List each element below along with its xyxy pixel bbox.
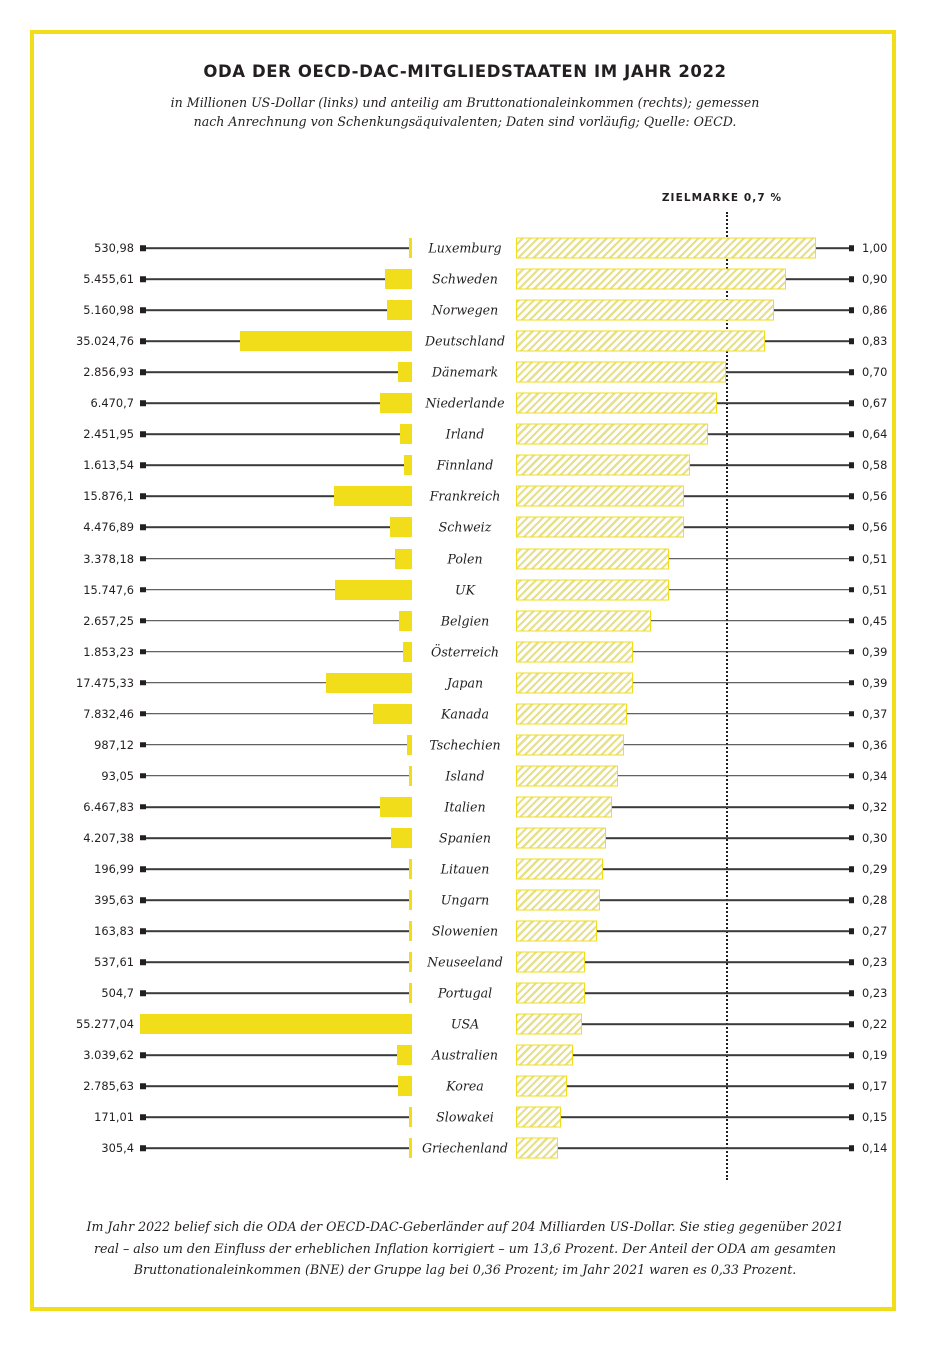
right-end-marker [849,618,855,624]
left-value-label: 395,63 [94,893,134,908]
right-share-bar [516,1014,582,1035]
right-share-bar [516,1107,561,1128]
left-value-label: 15.747,6 [83,582,134,597]
right-value-label: 0,64 [862,427,888,442]
right-end-marker [849,1022,855,1028]
page-subtitle: in Millionen US-Dollar (links) und anteilig am Bruttonationaleinkommen (rechts); gemessen nach Anrechnung von Schenkungsäquivalenten; Daten sind vorläufig; Quelle: OECD. [170,95,760,129]
right-value-label: 0,51 [862,582,888,597]
left-connector-line [142,868,412,870]
right-end-marker [849,525,855,531]
right-value-label: 0,51 [862,551,888,566]
left-end-marker [140,1115,146,1121]
left-value-bar [403,642,412,662]
right-end-marker [849,649,855,655]
country-label: Italien [444,799,486,815]
chart-row [0,791,930,822]
left-end-marker [140,276,146,282]
right-share-bar [516,486,684,507]
country-label: Island [445,768,485,784]
left-end-marker [140,990,146,996]
right-value-label: 1,00 [862,241,888,256]
country-label: Belgien [440,613,490,629]
right-share-bar [516,983,585,1004]
left-value-bar [409,921,412,941]
chart-row [0,450,930,481]
right-share-bar [516,517,684,538]
right-value-label: 0,14 [862,1141,888,1156]
left-value-bar [398,1076,412,1096]
right-share-bar [516,921,597,942]
chart-row [0,667,930,698]
right-share-bar [516,952,585,973]
left-connector-line [142,961,412,963]
left-value-label: 2.785,63 [83,1079,134,1094]
left-value-label: 55.277,04 [76,1017,134,1032]
chart-row [0,357,930,388]
left-end-marker [140,680,146,686]
left-value-bar [409,952,412,972]
right-end-marker [849,556,855,562]
left-value-bar [409,983,412,1003]
left-end-marker [140,401,146,407]
right-value-label: 0,36 [862,737,888,752]
left-end-marker [140,649,146,655]
left-end-marker [140,773,146,779]
right-share-bar [516,796,612,817]
right-value-label: 0,22 [862,1017,888,1032]
left-connector-line [142,278,412,280]
left-connector-line [142,837,412,839]
left-connector-line [142,527,412,529]
left-value-label: 17.475,33 [76,675,134,690]
right-value-label: 0,83 [862,334,888,349]
country-label: USA [450,1016,480,1032]
left-value-bar [326,673,412,693]
country-label: Slowenien [431,923,499,939]
left-end-marker [140,463,146,469]
left-value-bar [400,424,412,444]
chart-row [0,388,930,419]
right-end-marker [849,804,855,810]
left-value-bar [399,611,412,631]
left-connector-line [142,402,412,404]
right-value-label: 0,29 [862,862,888,877]
country-label: Litauen [440,861,490,877]
right-share-bar [516,393,717,414]
right-share-bar [516,827,606,848]
left-connector-line [142,775,412,777]
left-connector-line [142,465,412,467]
country-label: Japan [446,675,484,691]
left-end-marker [140,804,146,810]
left-value-bar [334,486,412,506]
left-end-marker [140,245,146,251]
left-value-bar [409,1138,412,1158]
right-value-label: 0,28 [862,893,888,908]
chart-row [0,419,930,450]
chart-row [0,1133,930,1164]
left-value-label: 2.856,93 [83,365,134,380]
chart-row [0,729,930,760]
left-value-label: 5.160,98 [83,303,134,318]
right-value-label: 0,90 [862,272,888,287]
left-connector-line [142,744,412,746]
left-end-marker [140,369,146,375]
left-value-bar [387,300,412,320]
left-value-bar [335,580,412,600]
country-label: Österreich [431,644,499,660]
left-connector-line [142,899,412,901]
right-share-bar [516,300,774,321]
left-value-label: 504,7 [101,986,134,1001]
right-value-label: 0,32 [862,799,888,814]
chart-row [0,698,930,729]
left-value-label: 1.853,23 [83,644,134,659]
chart-row [0,885,930,916]
country-label: Tschechien [429,737,501,753]
left-connector-line [142,247,412,249]
left-end-marker [140,338,146,344]
left-end-marker [140,525,146,531]
chart-row [0,854,930,885]
left-connector-line [142,371,412,373]
left-value-bar [380,797,412,817]
chart-row [0,295,930,326]
page-title: ODA DER OECD-DAC-MITGLIEDSTAATEN IM JAHR 2022 [203,62,727,81]
left-value-bar [409,890,412,910]
chart-row [0,326,930,357]
chart-row [0,512,930,543]
left-value-bar [395,549,412,569]
left-connector-line [142,309,412,311]
left-value-label: 987,12 [94,737,134,752]
right-value-label: 0,37 [862,706,888,721]
right-value-label: 0,23 [862,955,888,970]
right-end-marker [849,680,855,686]
left-value-label: 35.024,76 [76,334,134,349]
right-value-label: 0,30 [862,830,888,845]
left-value-bar [391,828,412,848]
right-end-marker [849,866,855,872]
right-end-marker [849,742,855,748]
right-end-marker [849,1146,855,1152]
left-value-label: 537,61 [94,955,134,970]
chart-row [0,1009,930,1040]
chart-row [0,574,930,605]
right-end-marker [849,773,855,779]
left-value-label: 3.039,62 [83,1048,134,1063]
left-value-label: 15.876,1 [83,489,134,504]
right-end-marker [849,463,855,469]
right-share-bar [516,1076,567,1097]
left-value-bar [409,1107,412,1127]
left-value-bar [140,1014,412,1034]
right-end-marker [849,369,855,375]
right-share-bar [516,238,816,259]
country-label: Niederlande [425,395,505,411]
chart-row [0,605,930,636]
left-value-bar [398,362,412,382]
country-label: Schweden [432,271,498,287]
left-value-label: 1.613,54 [83,458,134,473]
left-connector-line [142,1055,412,1057]
right-share-bar [516,672,633,693]
right-value-label: 0,70 [862,365,888,380]
left-value-label: 163,83 [94,924,134,939]
left-connector-line [142,713,412,715]
left-value-label: 93,05 [101,768,134,783]
right-value-label: 0,27 [862,924,888,939]
right-end-marker [849,245,855,251]
left-end-marker [140,494,146,500]
country-label: Finnland [436,457,494,473]
country-label: Neuseeland [427,954,503,970]
right-end-marker [849,307,855,313]
left-end-marker [140,742,146,748]
right-connector-line [516,1148,852,1150]
right-value-label: 0,19 [862,1048,888,1063]
country-label: Deutschland [424,333,506,349]
chart-row [0,1102,930,1133]
right-end-marker [849,432,855,438]
right-value-label: 0,56 [862,520,888,535]
left-connector-line [142,992,412,994]
chart-row [0,233,930,264]
left-value-bar [385,269,412,289]
right-share-bar [516,269,786,290]
chart-row [0,543,930,574]
left-value-label: 6.470,7 [90,396,134,411]
left-value-bar [397,1045,412,1065]
right-end-marker [849,1084,855,1090]
left-value-bar [404,455,412,475]
chart-row [0,264,930,295]
left-value-bar [409,859,412,879]
right-end-marker [849,276,855,282]
country-label: UK [454,582,476,598]
left-value-label: 305,4 [101,1141,134,1156]
right-end-marker [849,338,855,344]
left-end-marker [140,897,146,903]
left-end-marker [140,1053,146,1059]
left-connector-line [142,1117,412,1119]
right-value-label: 0,23 [862,986,888,1001]
right-share-bar [516,1138,558,1159]
right-share-bar [516,455,690,476]
left-value-bar [240,331,412,351]
left-end-marker [140,556,146,562]
left-end-marker [140,1084,146,1090]
chart-row [0,1071,930,1102]
chart-row [0,760,930,791]
country-label: Portugal [437,985,493,1001]
right-value-label: 0,34 [862,768,888,783]
right-share-bar [516,579,669,600]
left-value-label: 530,98 [94,241,134,256]
left-connector-line [142,806,412,808]
country-label: Norwegen [431,302,499,318]
left-value-label: 4.476,89 [83,520,134,535]
right-end-marker [849,990,855,996]
right-share-bar [516,610,651,631]
left-value-label: 2.657,25 [83,613,134,628]
right-value-label: 0,15 [862,1110,888,1125]
left-value-label: 6.467,83 [83,799,134,814]
right-share-bar [516,890,600,911]
right-value-label: 0,17 [862,1079,888,1094]
chart-row [0,978,930,1009]
right-value-label: 0,39 [862,644,888,659]
chart-row [0,636,930,667]
right-share-bar [516,362,726,383]
left-value-bar [373,704,412,724]
country-label: Australien [432,1047,498,1063]
right-share-bar [516,331,765,352]
country-label: Korea [446,1078,484,1094]
left-value-label: 171,01 [94,1110,134,1125]
right-connector-line [516,1117,852,1119]
right-share-bar [516,548,669,569]
left-value-label: 196,99 [94,862,134,877]
left-value-label: 3.378,18 [83,551,134,566]
right-share-bar [516,703,627,724]
left-end-marker [140,307,146,313]
right-value-label: 0,67 [862,396,888,411]
left-end-marker [140,432,146,438]
country-label: Luxemburg [428,240,502,256]
right-share-bar [516,859,603,880]
left-value-label: 2.451,95 [83,427,134,442]
left-connector-line [142,930,412,932]
left-end-marker [140,1146,146,1152]
left-value-bar [407,735,412,755]
left-connector-line [142,1086,412,1088]
right-end-marker [849,1053,855,1059]
chart-row [0,947,930,978]
left-connector-line [142,434,412,436]
left-value-bar [390,517,412,537]
left-value-label: 7.832,46 [83,706,134,721]
left-end-marker [140,711,146,717]
country-label: Spanien [439,830,491,846]
left-value-label: 4.207,38 [83,830,134,845]
left-value-bar [409,766,412,786]
left-end-marker [140,928,146,934]
chart-row [0,916,930,947]
right-end-marker [849,401,855,407]
country-label: Griechenland [422,1140,508,1156]
country-label: Ungarn [440,892,490,908]
right-end-marker [849,928,855,934]
right-end-marker [849,959,855,965]
right-end-marker [849,897,855,903]
left-end-marker [140,866,146,872]
left-end-marker [140,587,146,593]
chart-row [0,1040,930,1071]
left-connector-line [142,620,412,622]
right-share-bar [516,424,708,445]
right-end-marker [849,835,855,841]
country-label: Dänemark [431,364,499,380]
left-value-label: 5.455,61 [83,272,134,287]
right-end-marker [849,1115,855,1121]
left-value-bar [380,393,412,413]
target-marker-label: ZIELMARKE 0,7 % [661,192,783,204]
right-value-label: 0,56 [862,489,888,504]
left-end-marker [140,835,146,841]
right-share-bar [516,765,618,786]
country-label: Polen [447,551,483,567]
right-share-bar [516,1045,573,1066]
right-end-marker [849,494,855,500]
left-value-bar [409,238,412,258]
chart-row [0,481,930,512]
country-label: Schweiz [438,519,492,535]
right-value-label: 0,86 [862,303,888,318]
right-value-label: 0,45 [862,613,888,628]
country-label: Irland [445,426,485,442]
footnote-text: Im Jahr 2022 belief sich die ODA der OECD-DAC-Geberländer auf 204 Milliarden US-Dollar. Sie stieg gegenüber 2021 real – also um den Einfluss der erheblichen Inflation korrigiert – um 13,6 Prozent. Der Anteil der ODA am gesamten Bruttonationaleinkommen (BNE) der Gruppe lag bei 0,36 Prozent; im Jahr 2021 waren es 0,33 Prozent. [86,1219,844,1277]
left-end-marker [140,618,146,624]
left-connector-line [142,1148,412,1150]
right-value-label: 0,39 [862,675,888,690]
left-connector-line [142,558,412,560]
right-value-label: 0,58 [862,458,888,473]
left-connector-line [142,651,412,653]
right-end-marker [849,587,855,593]
chart-row [0,822,930,853]
right-end-marker [849,711,855,717]
right-share-bar [516,641,633,662]
left-end-marker [140,959,146,965]
right-share-bar [516,734,624,755]
country-label: Frankreich [429,488,501,504]
country-label: Kanada [440,706,490,722]
country-label: Slowakei [436,1109,494,1125]
